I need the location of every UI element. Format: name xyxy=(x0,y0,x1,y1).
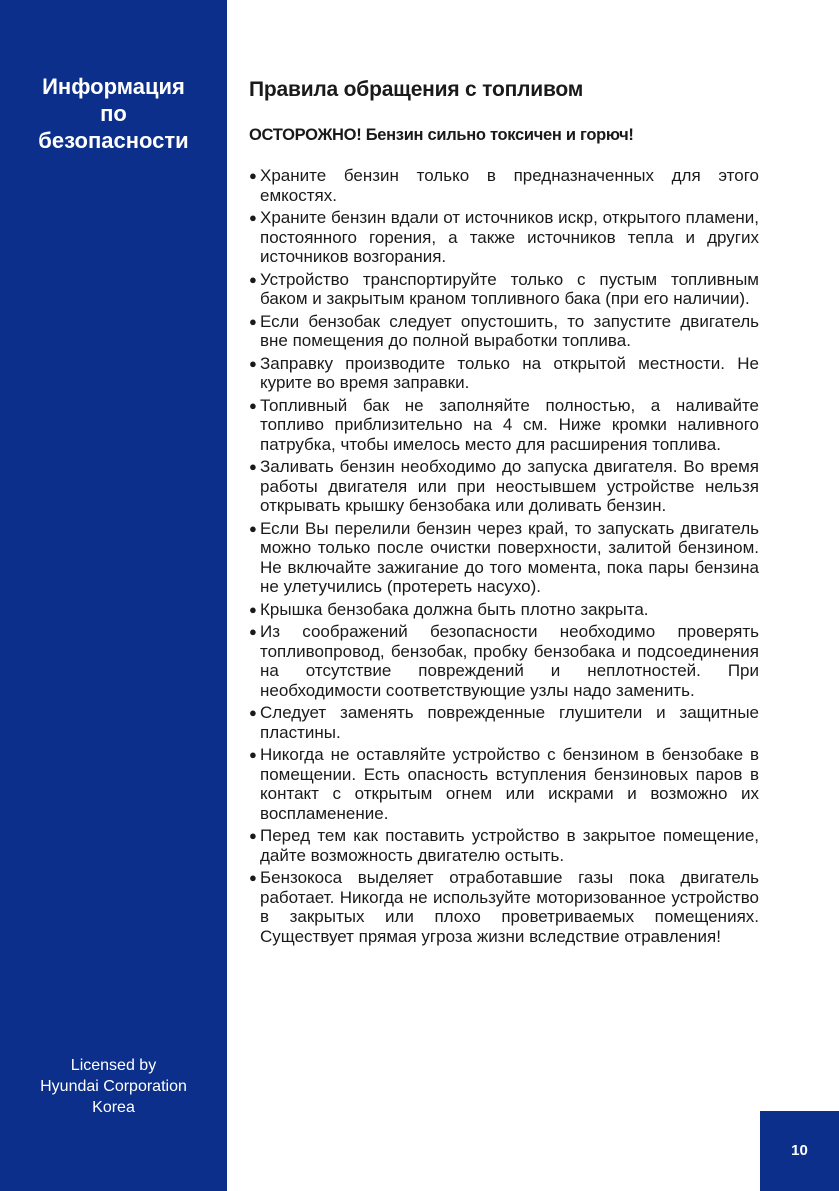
list-item xyxy=(249,312,759,351)
section-title xyxy=(0,73,227,154)
list-item xyxy=(249,457,759,516)
license-line: Licensed by xyxy=(70,1057,157,1074)
section-title-line: по xyxy=(100,101,127,126)
bullet-dot-icon: ● xyxy=(249,459,257,474)
rule-text: Устройство транспортируйте только с пустым топливным баком и закрытым краном топливного бака (при его наличии). xyxy=(260,269,759,308)
rule-text: Храните бензин только в предназначенных для этого емкостях. xyxy=(260,166,759,205)
rule-text: Следует заменять поврежденные глушители и защитные пластины. xyxy=(260,703,759,742)
bullet-dot-icon: ● xyxy=(249,747,257,762)
bullet-dot-icon: ● xyxy=(249,828,257,843)
list-item xyxy=(249,396,759,455)
bullet-dot-icon: ● xyxy=(249,624,257,639)
bullet-dot-icon: ● xyxy=(249,601,257,617)
bullet-dot-icon: ● xyxy=(249,271,257,287)
license-line: Hyundai Corporation xyxy=(40,1078,187,1095)
rule-text: Из соображений безопасности необходимо проверять топливопровод, бензобак, пробку бензобака и подсоединения на отсутствие повреждений и неплотностей. При необходимости соответствующие узлы надо заменить. xyxy=(260,622,759,700)
bullet-dot-icon: ● xyxy=(249,705,257,720)
list-item xyxy=(249,600,759,620)
page-heading: Правила обращения с топливом xyxy=(249,78,584,101)
bullet-dot-icon: ● xyxy=(249,397,257,413)
rule-text: Крышка бензобака должна быть плотно закрыта. xyxy=(260,599,649,619)
list-item xyxy=(249,519,759,597)
rule-text: Если Вы перелили бензин через край, то запускать двигатель можно только после очистки поверхности, залитой бензином. Не включайте зажигание до того момента, пока пары бензина не улетучились (протереть насухо). xyxy=(260,518,759,596)
rules-list xyxy=(249,166,759,946)
list-item xyxy=(249,270,759,309)
rule-text: Заливать бензин необходимо до запуска двигателя. Во время работы двигателя или при неостывшем устройстве нельзя открывать крышку бензобака или доливать бензин. xyxy=(260,457,759,515)
license-line: Korea xyxy=(92,1099,135,1116)
rule-text: Храните бензин вдали от источников искр, открытого пламени, постоянного горения, а также источников тепла и других источников возгорания. xyxy=(260,208,759,266)
main-content xyxy=(249,76,759,949)
rule-text: Топливный бак не заполняйте полностью, а наливайте топливо приблизительно на 4 см. Ниже кромки наливного патрубка, чтобы имелось место для расширения топлива. xyxy=(260,395,759,454)
bullet-dot-icon: ● xyxy=(249,520,257,536)
list-item xyxy=(249,745,759,823)
list-item xyxy=(249,868,759,946)
bullet-dot-icon: ● xyxy=(249,355,257,371)
rule-text: Бензокоса выделяет отработавшие газы пока двигатель работает. Никогда не используйте моторизованное устройство в закрытых или плохо проветриваемых помещениях. Существует прямая угроза жизни вследствие отравления! xyxy=(260,868,759,946)
list-item xyxy=(249,166,759,205)
rule-text: Никогда не оставляйте устройство с бензином в бензобаке в помещении. Есть опасность вступления бензиновых паров в контакт с открытым огнем или искрами и возможно их воспламенение. xyxy=(260,745,759,823)
page-number-tab xyxy=(760,1111,839,1191)
rule-text: Перед тем как поставить устройство в закрытое помещение, дайте возможность двигателю остыть. xyxy=(260,826,759,865)
bullet-dot-icon: ● xyxy=(249,168,257,183)
list-item xyxy=(249,703,759,742)
section-title-line: безопасности xyxy=(38,128,189,153)
list-item xyxy=(249,208,759,267)
section-title-line: Информация xyxy=(42,74,185,99)
sidebar xyxy=(0,0,227,1191)
license-notice xyxy=(0,1055,227,1118)
rule-text: Если бензобак следует опустошить, то запустите двигатель вне помещения до полной выработки топлива. xyxy=(260,311,759,350)
list-item xyxy=(249,622,759,700)
page-number: 10 xyxy=(791,1142,808,1159)
bullet-dot-icon: ● xyxy=(249,313,257,329)
bullet-dot-icon: ● xyxy=(249,210,257,225)
bullet-dot-icon: ● xyxy=(249,870,257,885)
warning-text: ОСТОРОЖНО! Бензин сильно токсичен и горюч! xyxy=(249,126,634,144)
list-item xyxy=(249,826,759,865)
list-item xyxy=(249,354,759,393)
rule-text: Заправку производите только на открытой местности. Не курите во время заправки. xyxy=(260,353,759,392)
